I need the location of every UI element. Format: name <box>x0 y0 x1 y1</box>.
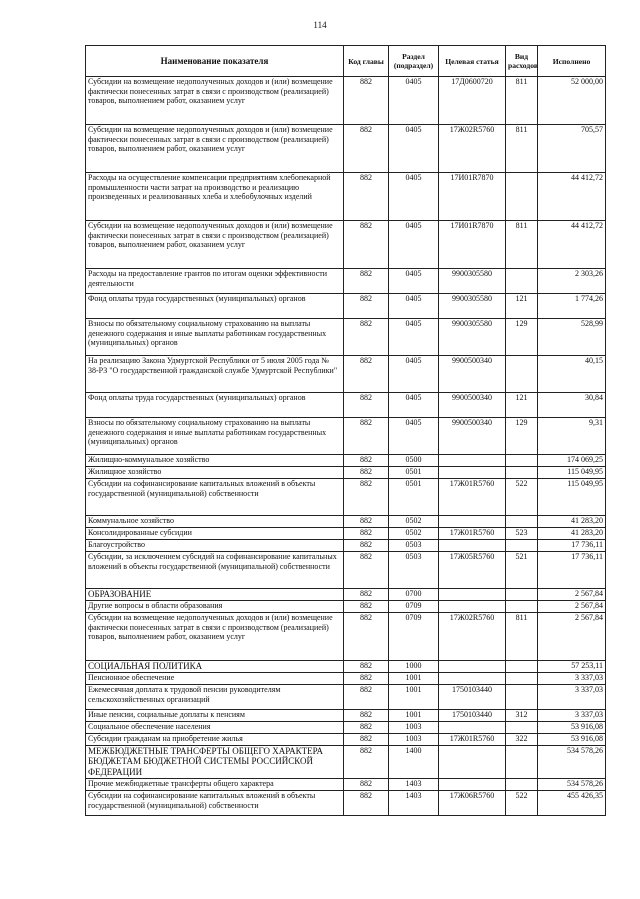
budget-table <box>85 45 606 816</box>
table-row <box>86 467 606 479</box>
cell-section: 0500 <box>389 455 439 467</box>
cell-target <box>439 601 506 613</box>
cell-name: Консолидированные субсидии <box>86 528 344 540</box>
cell-code: 882 <box>344 125 389 173</box>
cell-exp-type <box>506 589 538 601</box>
table-row <box>86 779 606 791</box>
cell-code: 882 <box>344 589 389 601</box>
cell-section: 0700 <box>389 589 439 601</box>
table-row <box>86 516 606 528</box>
cell-code: 882 <box>344 393 389 418</box>
cell-code: 882 <box>344 779 389 791</box>
cell-section: 1403 <box>389 791 439 816</box>
cell-done: 53 916,08 <box>538 722 606 734</box>
cell-done: 115 049,95 <box>538 467 606 479</box>
cell-done: 9,31 <box>538 418 606 455</box>
cell-done: 115 049,95 <box>538 479 606 516</box>
header-code: Код главы <box>344 46 389 77</box>
cell-exp-type: 121 <box>506 294 538 319</box>
cell-section: 0405 <box>389 356 439 393</box>
table-row <box>86 661 606 673</box>
cell-target: 17И01R7870 <box>439 173 506 221</box>
cell-section: 1400 <box>389 746 439 779</box>
cell-target: 17Ж01R5760 <box>439 479 506 516</box>
cell-name: Субсидии гражданам на приобретение жилья <box>86 734 344 746</box>
cell-name: ОБРАЗОВАНИЕ <box>86 589 344 601</box>
cell-done: 40,15 <box>538 356 606 393</box>
cell-name: Субсидии на возмещение недополученных доходов и (или) возмещение фактически понесенных затрат в связи с производством (реализацией) товаров, выполнением работ, оказанием услуг <box>86 221 344 269</box>
cell-name: Субсидии на софинансирование капитальных вложений в объекты государственной (муниципальной) собственности <box>86 791 344 816</box>
cell-section: 0501 <box>389 467 439 479</box>
cell-done: 41 283,20 <box>538 528 606 540</box>
cell-exp-type: 129 <box>506 418 538 455</box>
table-row <box>86 540 606 552</box>
cell-name: Социальное обеспечение населения <box>86 722 344 734</box>
cell-done: 53 916,08 <box>538 734 606 746</box>
cell-code: 882 <box>344 613 389 661</box>
cell-code: 882 <box>344 221 389 269</box>
cell-target: 9900305580 <box>439 294 506 319</box>
cell-section: 1001 <box>389 710 439 722</box>
cell-exp-type: 522 <box>506 479 538 516</box>
cell-code: 882 <box>344 356 389 393</box>
cell-name: МЕЖБЮДЖЕТНЫЕ ТРАНСФЕРТЫ ОБЩЕГО ХАРАКТЕРА БЮДЖЕТАМ БЮДЖЕТНОЙ СИСТЕМЫ РОССИЙСКОЙ ФЕДЕРАЦИИ <box>86 746 344 779</box>
table-row <box>86 356 606 393</box>
cell-target: 9900500340 <box>439 356 506 393</box>
cell-target: 17Ж01R5760 <box>439 734 506 746</box>
cell-name: На реализацию Закона Удмуртской Республики от 5 июля 2005 года № 38-РЗ "О государственной гражданской службе Удмуртской Республики" <box>86 356 344 393</box>
cell-name: Взносы по обязательному социальному страхованию на выплаты денежного содержания и иные выплаты работникам государственных (муниципальных) органов <box>86 319 344 356</box>
cell-target: 1750103440 <box>439 685 506 710</box>
cell-code: 882 <box>344 418 389 455</box>
table-row <box>86 722 606 734</box>
cell-name: Прочие межбюджетные трансферты общего характера <box>86 779 344 791</box>
cell-exp-type: 522 <box>506 791 538 816</box>
cell-code: 882 <box>344 516 389 528</box>
cell-code: 882 <box>344 661 389 673</box>
cell-code: 882 <box>344 479 389 516</box>
cell-done: 174 069,25 <box>538 455 606 467</box>
cell-done: 1 774,26 <box>538 294 606 319</box>
cell-exp-type: 129 <box>506 319 538 356</box>
cell-done: 2 567,84 <box>538 601 606 613</box>
cell-target: 17Ж06R5760 <box>439 791 506 816</box>
cell-exp-type <box>506 722 538 734</box>
page-number: 114 <box>313 20 327 30</box>
table-row <box>86 673 606 685</box>
cell-exp-type <box>506 356 538 393</box>
table-row <box>86 734 606 746</box>
cell-exp-type <box>506 779 538 791</box>
cell-exp-type <box>506 173 538 221</box>
cell-done: 534 578,26 <box>538 746 606 779</box>
cell-section: 0405 <box>389 173 439 221</box>
cell-section: 0405 <box>389 393 439 418</box>
cell-target <box>439 746 506 779</box>
cell-name: Субсидии на возмещение недополученных доходов и (или) возмещение фактически понесенных затрат в связи с производством (реализацией) товаров, выполнением работ, оказанием услуг <box>86 613 344 661</box>
cell-name: Фонд оплаты труда государственных (муниципальных) органов <box>86 393 344 418</box>
cell-code: 882 <box>344 673 389 685</box>
cell-section: 1001 <box>389 673 439 685</box>
cell-exp-type <box>506 540 538 552</box>
cell-target <box>439 589 506 601</box>
cell-done: 455 426,35 <box>538 791 606 816</box>
cell-target <box>439 779 506 791</box>
table-row <box>86 601 606 613</box>
cell-section: 0709 <box>389 601 439 613</box>
cell-name: Расходы на предоставление грантов по итогам оценки эффективности деятельности <box>86 269 344 294</box>
cell-exp-type: 521 <box>506 552 538 589</box>
cell-done: 2 303,26 <box>538 269 606 294</box>
header-name: Наименование показателя <box>86 46 344 77</box>
cell-exp-type: 811 <box>506 125 538 173</box>
cell-done: 44 412,72 <box>538 173 606 221</box>
cell-exp-type <box>506 467 538 479</box>
cell-code: 882 <box>344 791 389 816</box>
cell-exp-type <box>506 661 538 673</box>
cell-done: 3 337,03 <box>538 685 606 710</box>
cell-exp-type <box>506 455 538 467</box>
cell-code: 882 <box>344 319 389 356</box>
cell-target: 9900500340 <box>439 393 506 418</box>
cell-section: 0405 <box>389 319 439 356</box>
cell-section: 0502 <box>389 516 439 528</box>
cell-exp-type <box>506 685 538 710</box>
cell-exp-type: 811 <box>506 221 538 269</box>
cell-name: Фонд оплаты труда государственных (муниципальных) органов <box>86 294 344 319</box>
cell-section: 0405 <box>389 294 439 319</box>
cell-exp-type: 312 <box>506 710 538 722</box>
table-row <box>86 221 606 269</box>
cell-exp-type <box>506 746 538 779</box>
table-row <box>86 528 606 540</box>
cell-done: 2 567,84 <box>538 613 606 661</box>
cell-section: 1003 <box>389 722 439 734</box>
cell-target: 1750103440 <box>439 710 506 722</box>
table-row <box>86 455 606 467</box>
cell-done: 17 736,11 <box>538 540 606 552</box>
cell-target: 17И01R7870 <box>439 221 506 269</box>
cell-name: Субсидии на софинансирование капитальных вложений в объекты государственной (муниципальной) собственности <box>86 479 344 516</box>
cell-code: 882 <box>344 540 389 552</box>
cell-exp-type: 322 <box>506 734 538 746</box>
cell-name: Расходы на осуществление компенсации предприятиям хлебопекарной промышленности части затрат на производство и реализацию произведенных и реализованных хлеба и хлебобулочных изделий <box>86 173 344 221</box>
cell-target: 17Ж01R5760 <box>439 528 506 540</box>
cell-code: 882 <box>344 601 389 613</box>
cell-code: 882 <box>344 269 389 294</box>
cell-name: Другие вопросы в области образования <box>86 601 344 613</box>
cell-code: 882 <box>344 685 389 710</box>
table-body <box>86 77 606 816</box>
table-row <box>86 685 606 710</box>
cell-section: 0503 <box>389 540 439 552</box>
header-done: Исполнено <box>538 46 606 77</box>
cell-name: Взносы по обязательному социальному страхованию на выплаты денежного содержания и иные выплаты работникам государственных (муниципальных) органов <box>86 418 344 455</box>
table-row <box>86 613 606 661</box>
cell-section: 0405 <box>389 77 439 125</box>
cell-section: 0405 <box>389 125 439 173</box>
cell-code: 882 <box>344 552 389 589</box>
table-row <box>86 418 606 455</box>
cell-done: 41 283,20 <box>538 516 606 528</box>
cell-target: 9900305580 <box>439 269 506 294</box>
cell-done: 2 567,84 <box>538 589 606 601</box>
cell-target <box>439 540 506 552</box>
cell-done: 52 000,00 <box>538 77 606 125</box>
cell-code: 882 <box>344 734 389 746</box>
header-target: Целевая статья <box>439 46 506 77</box>
header-exp-type: Вид расходов <box>506 46 538 77</box>
cell-code: 882 <box>344 722 389 734</box>
cell-code: 882 <box>344 746 389 779</box>
table-row <box>86 294 606 319</box>
cell-exp-type <box>506 601 538 613</box>
table-row <box>86 173 606 221</box>
cell-name: Ежемесячная доплата к трудовой пенсии руководителям сельскохозяйственных организаций <box>86 685 344 710</box>
cell-code: 882 <box>344 528 389 540</box>
cell-target: 17Ж02R5760 <box>439 613 506 661</box>
cell-exp-type <box>506 673 538 685</box>
cell-target: 17Д0600720 <box>439 77 506 125</box>
cell-code: 882 <box>344 173 389 221</box>
cell-target <box>439 722 506 734</box>
cell-done: 528,99 <box>538 319 606 356</box>
cell-name: Субсидии на возмещение недополученных доходов и (или) возмещение фактически понесенных затрат в связи с производством (реализацией) товаров, выполнением работ, оказанием услуг <box>86 77 344 125</box>
table-row <box>86 552 606 589</box>
cell-done: 44 412,72 <box>538 221 606 269</box>
cell-section: 0501 <box>389 479 439 516</box>
cell-target <box>439 516 506 528</box>
cell-name: Благоустройство <box>86 540 344 552</box>
cell-section: 1003 <box>389 734 439 746</box>
cell-target <box>439 661 506 673</box>
cell-done: 57 253,11 <box>538 661 606 673</box>
table-row <box>86 479 606 516</box>
cell-section: 1000 <box>389 661 439 673</box>
cell-done: 3 337,03 <box>538 710 606 722</box>
cell-name: Жилищное хозяйство <box>86 467 344 479</box>
cell-section: 0503 <box>389 552 439 589</box>
cell-section: 0502 <box>389 528 439 540</box>
cell-done: 30,84 <box>538 393 606 418</box>
cell-name: Жилищно-коммунальное хозяйство <box>86 455 344 467</box>
cell-name: Пенсионное обеспечение <box>86 673 344 685</box>
cell-section: 0405 <box>389 418 439 455</box>
cell-name: Коммунальное хозяйство <box>86 516 344 528</box>
cell-done: 534 578,26 <box>538 779 606 791</box>
cell-exp-type: 811 <box>506 77 538 125</box>
cell-code: 882 <box>344 294 389 319</box>
cell-code: 882 <box>344 467 389 479</box>
cell-section: 0405 <box>389 269 439 294</box>
table-row <box>86 710 606 722</box>
cell-section: 1001 <box>389 685 439 710</box>
cell-code: 882 <box>344 710 389 722</box>
cell-exp-type: 121 <box>506 393 538 418</box>
cell-section: 0709 <box>389 613 439 661</box>
table-row <box>86 393 606 418</box>
table-row <box>86 77 606 125</box>
table-row <box>86 269 606 294</box>
cell-target <box>439 673 506 685</box>
cell-section: 1403 <box>389 779 439 791</box>
cell-name: Субсидии на возмещение недополученных доходов и (или) возмещение фактически понесенных затрат в связи с производством (реализацией) товаров, выполнением работ, оказанием услуг <box>86 125 344 173</box>
cell-done: 17 736,11 <box>538 552 606 589</box>
cell-name: Субсидии, за исключением субсидий на софинансирование капитальных вложений в объекты государственной (муниципальной) собственности <box>86 552 344 589</box>
header-section: Раздел (подраздел) <box>389 46 439 77</box>
cell-name: СОЦИАЛЬНАЯ ПОЛИТИКА <box>86 661 344 673</box>
cell-exp-type <box>506 269 538 294</box>
table-row <box>86 319 606 356</box>
table-row <box>86 125 606 173</box>
cell-exp-type <box>506 516 538 528</box>
cell-exp-type: 811 <box>506 613 538 661</box>
cell-done: 3 337,03 <box>538 673 606 685</box>
cell-target: 9900500340 <box>439 418 506 455</box>
table-header-row <box>86 46 606 77</box>
cell-exp-type: 523 <box>506 528 538 540</box>
cell-code: 882 <box>344 77 389 125</box>
cell-name: Иные пенсии, социальные доплаты к пенсиям <box>86 710 344 722</box>
table-row <box>86 589 606 601</box>
table-row <box>86 746 606 779</box>
table-row <box>86 791 606 816</box>
cell-code: 882 <box>344 455 389 467</box>
cell-target: 17Ж02R5760 <box>439 125 506 173</box>
cell-target: 9900305580 <box>439 319 506 356</box>
cell-target <box>439 455 506 467</box>
cell-target <box>439 467 506 479</box>
cell-done: 705,57 <box>538 125 606 173</box>
cell-target: 17Ж05R5760 <box>439 552 506 589</box>
cell-section: 0405 <box>389 221 439 269</box>
